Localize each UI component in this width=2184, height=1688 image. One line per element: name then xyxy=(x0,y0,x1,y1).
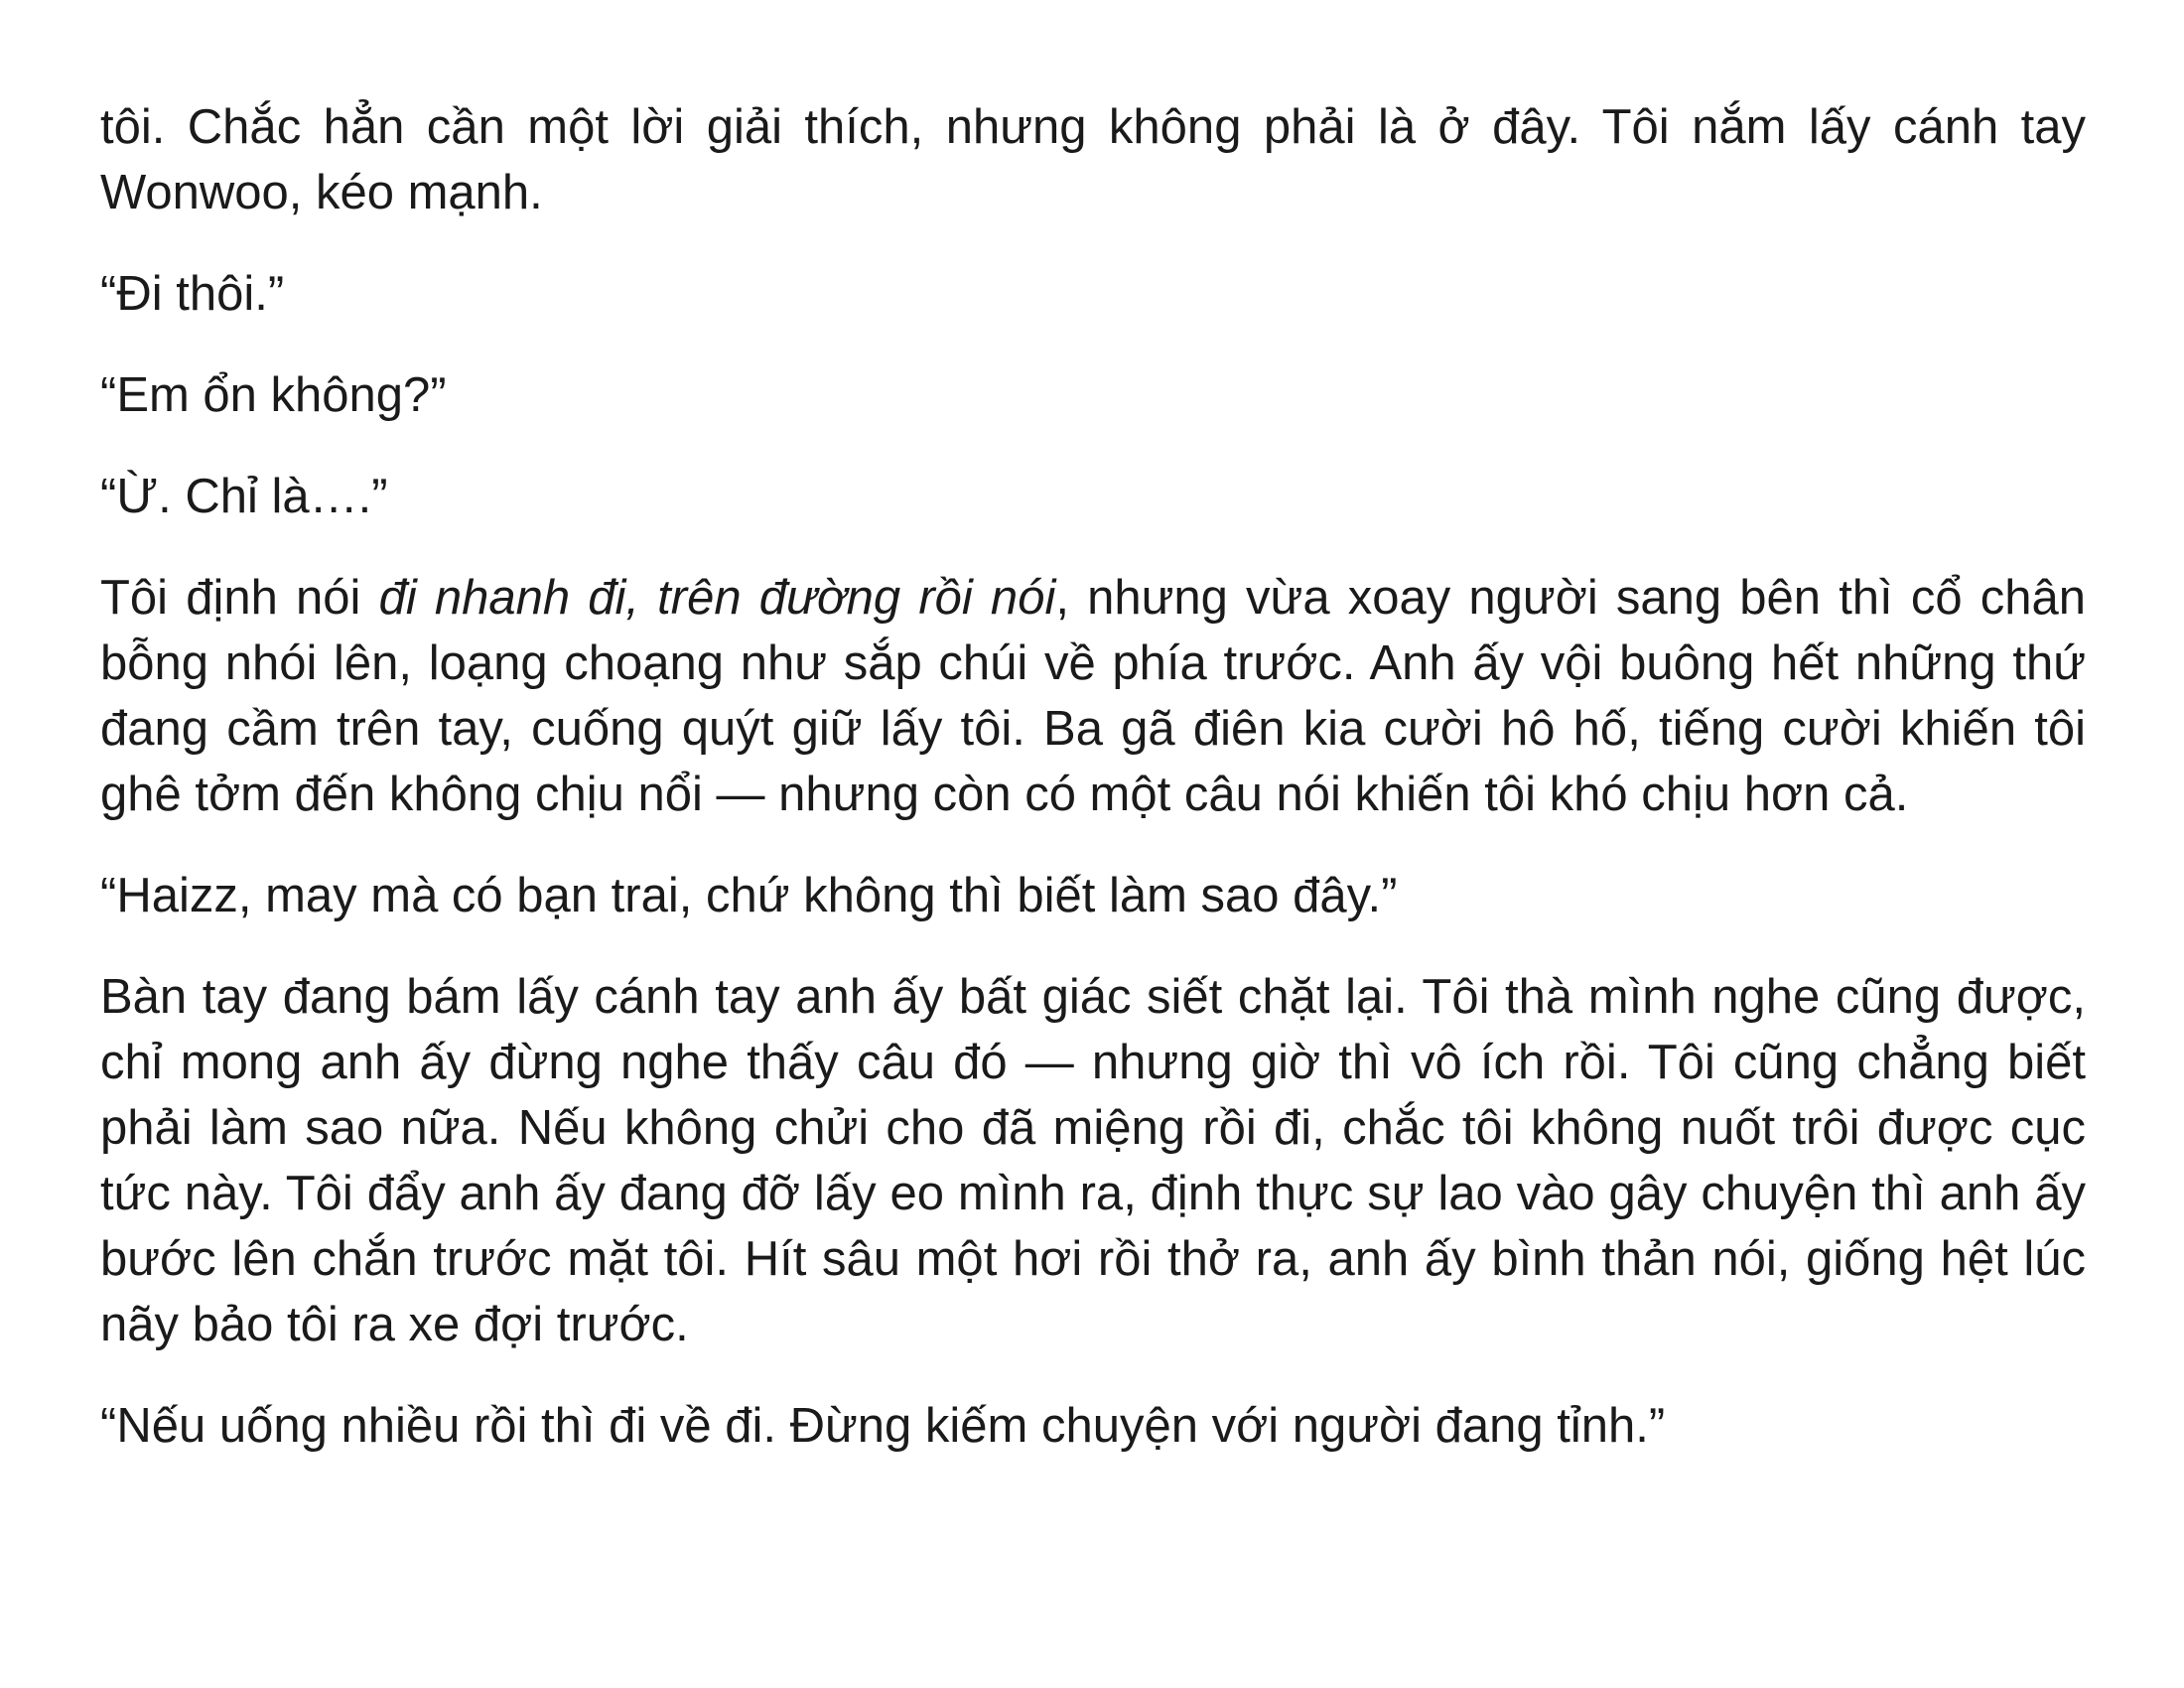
paragraph-5 xyxy=(100,565,2086,827)
paragraph-6: “Haizz, may mà có bạn trai, chứ không thì biết làm sao đây.” xyxy=(100,869,1398,922)
paragraph-3: “Em ổn không?” xyxy=(100,368,447,422)
paragraph-5-rest: , nhưng vừa xoay người sang bên thì cổ chân bỗng nhói lên, loạng choạng như sắp chúi về phía trước. Anh ấy vội buông hết những thứ đang cầm trên tay, cuống quýt giữ lấy tôi. Ba gã điên kia cười hô hố, tiếng cười khiến tôi ghê tởm đến không chịu nổi — nhưng còn có một câu nói khiến tôi khó chịu hơn cả. xyxy=(100,571,2086,821)
paragraph-4: “Ừ. Chỉ là….” xyxy=(100,470,388,523)
paragraph-5-lead: Tôi định nói xyxy=(100,571,379,625)
document-page xyxy=(100,94,2086,1494)
paragraph-2: “Đi thôi.” xyxy=(100,267,285,321)
paragraph-8: “Nếu uống nhiều rồi thì đi về đi. Đừng kiếm chuyện với người đang tỉnh.” xyxy=(100,1399,1666,1453)
paragraph-1: tôi. Chắc hẳn cần một lời giải thích, nhưng không phải là ở đây. Tôi nắm lấy cánh tay Wonwoo, kéo mạnh. xyxy=(100,100,2086,219)
paragraph-7: Bàn tay đang bám lấy cánh tay anh ấy bất giác siết chặt lại. Tôi thà mình nghe cũng được, chỉ mong anh ấy đừng nghe thấy câu đó — nhưng giờ thì vô ích rồi. Tôi cũng chẳng biết phải làm sao nữa. Nếu không chửi cho đã miệng rồi đi, chắc tôi không nuốt trôi được cục tức này. Tôi đẩy anh ấy đang đỡ lấy eo mình ra, định thực sự lao vào gây chuyện thì anh ấy bước lên chắn trước mặt tôi. Hít sâu một hơi rồi thở ra, anh ấy bình thản nói, giống hệt lúc nãy bảo tôi ra xe đợi trước. xyxy=(100,970,2086,1351)
paragraph-5-italic: đi nhanh đi, trên đường rồi nói xyxy=(378,571,1056,625)
